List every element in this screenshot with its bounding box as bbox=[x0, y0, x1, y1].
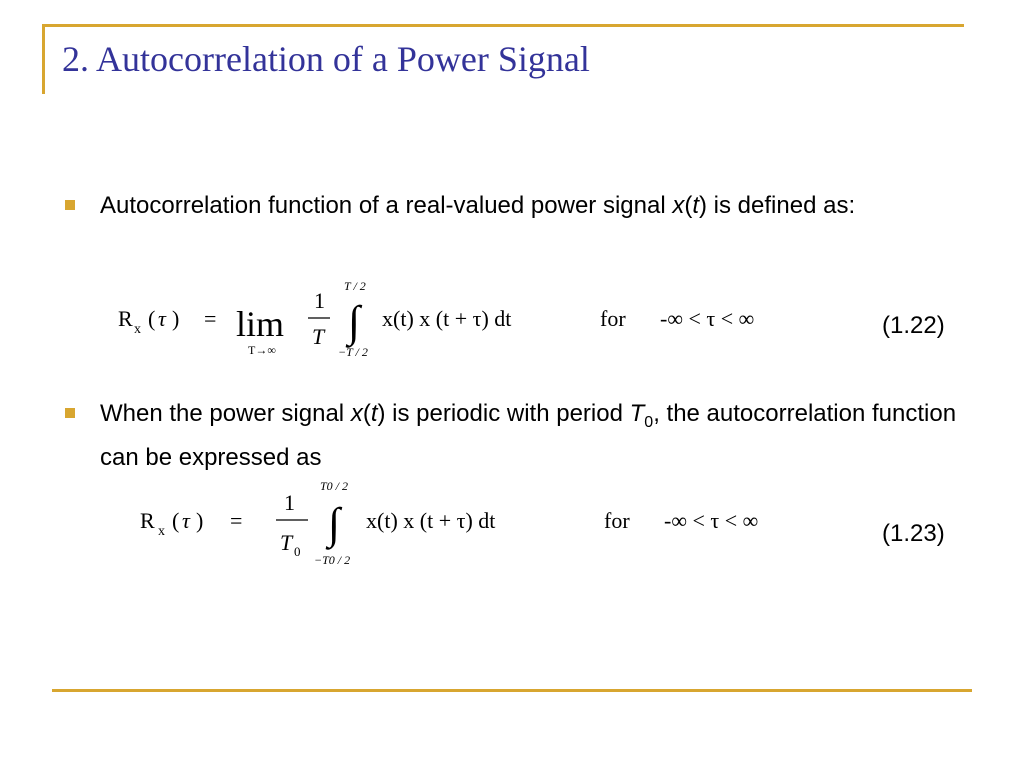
eq1-lhs-r: R bbox=[118, 306, 133, 331]
eq2-open-paren: ( bbox=[172, 508, 180, 533]
footer-divider-line bbox=[52, 689, 972, 692]
bullet-square-icon bbox=[65, 200, 75, 210]
equation-1-22 bbox=[110, 276, 830, 376]
equation-1-23 bbox=[130, 474, 830, 574]
bullet-2-text-middle: is periodic with period bbox=[385, 400, 630, 427]
eq2-integrand: x(t) x (t + τ) dt bbox=[366, 508, 496, 533]
eq2-frac-num: 1 bbox=[284, 490, 295, 515]
bullet-1-arg: t bbox=[692, 192, 700, 219]
bullet-text-1: Autocorrelation function of a real-valued power signal x(t) is defined as: bbox=[100, 192, 856, 219]
bullet-2-period-sub: 0 bbox=[644, 413, 654, 431]
eq1-equals: = bbox=[204, 306, 217, 331]
bullet-text-2: When the power signal x(t) is periodic with period $T_0$, the autocorrelation function can be expressed as bbox=[100, 400, 957, 471]
bullet-2-text-before: When the power signal bbox=[100, 400, 351, 427]
equation-number-1-23: (1.23) bbox=[882, 520, 945, 547]
eq2-upper-limit: T0 / 2 bbox=[320, 479, 349, 493]
bullet-1-text-after: is defined as: bbox=[707, 192, 856, 219]
eq2-lhs-sub: x bbox=[158, 524, 165, 539]
equation-number-1-22: (1.22) bbox=[882, 312, 945, 339]
eq1-frac-den: T bbox=[312, 324, 325, 349]
eq1-integral-sign: ∫ bbox=[348, 297, 361, 346]
title-frame-left-line bbox=[42, 24, 45, 94]
eq1-integrand: x(t) x (t + τ) dt bbox=[382, 306, 512, 331]
bullet-1-text-before: Autocorrelation function of a real-valued power signal bbox=[100, 192, 673, 219]
slide-title: 2. Autocorrelation of a Power Signal bbox=[62, 39, 590, 79]
eq1-lower-limit: −T / 2 bbox=[338, 345, 368, 359]
eq1-frac-num: 1 bbox=[314, 288, 325, 313]
eq2-integral-sign: ∫ bbox=[328, 499, 341, 548]
bullet-2-arg: t bbox=[370, 400, 378, 427]
eq1-close-paren: ) bbox=[172, 306, 180, 331]
bullet-2-var: x bbox=[350, 400, 363, 427]
eq2-lower-limit: −T0 / 2 bbox=[314, 553, 351, 567]
eq2-frac-den: T bbox=[280, 530, 293, 555]
eq2-close-paren: ) bbox=[196, 508, 204, 533]
eq2-condition: -∞ < τ < ∞ bbox=[664, 508, 759, 533]
eq2-lhs-r: R bbox=[140, 508, 155, 533]
eq2-for: for bbox=[604, 508, 630, 533]
eq2-tau: τ bbox=[182, 508, 190, 533]
eq1-limit: lim bbox=[236, 304, 285, 344]
eq2-frac-den-sub: 0 bbox=[294, 544, 301, 559]
title-frame-top-line bbox=[42, 24, 964, 27]
eq1-condition: -∞ < τ < ∞ bbox=[660, 306, 755, 331]
bullet-1-var: x bbox=[672, 192, 685, 219]
eq1-open-paren: ( bbox=[148, 306, 156, 331]
bullet-2-period-var: T bbox=[629, 400, 645, 427]
eq1-for: for bbox=[600, 306, 626, 331]
eq1-tau: τ bbox=[158, 306, 166, 331]
bullet-square-icon bbox=[65, 408, 75, 418]
eq1-lhs-sub: x bbox=[134, 322, 141, 337]
eq1-limit-sub: T→∞ bbox=[248, 343, 276, 357]
eq2-equals: = bbox=[230, 508, 243, 533]
eq1-upper-limit: T / 2 bbox=[344, 279, 366, 293]
bullet-2-text-after: , the autocorrelation function can be expressed as bbox=[100, 400, 957, 471]
